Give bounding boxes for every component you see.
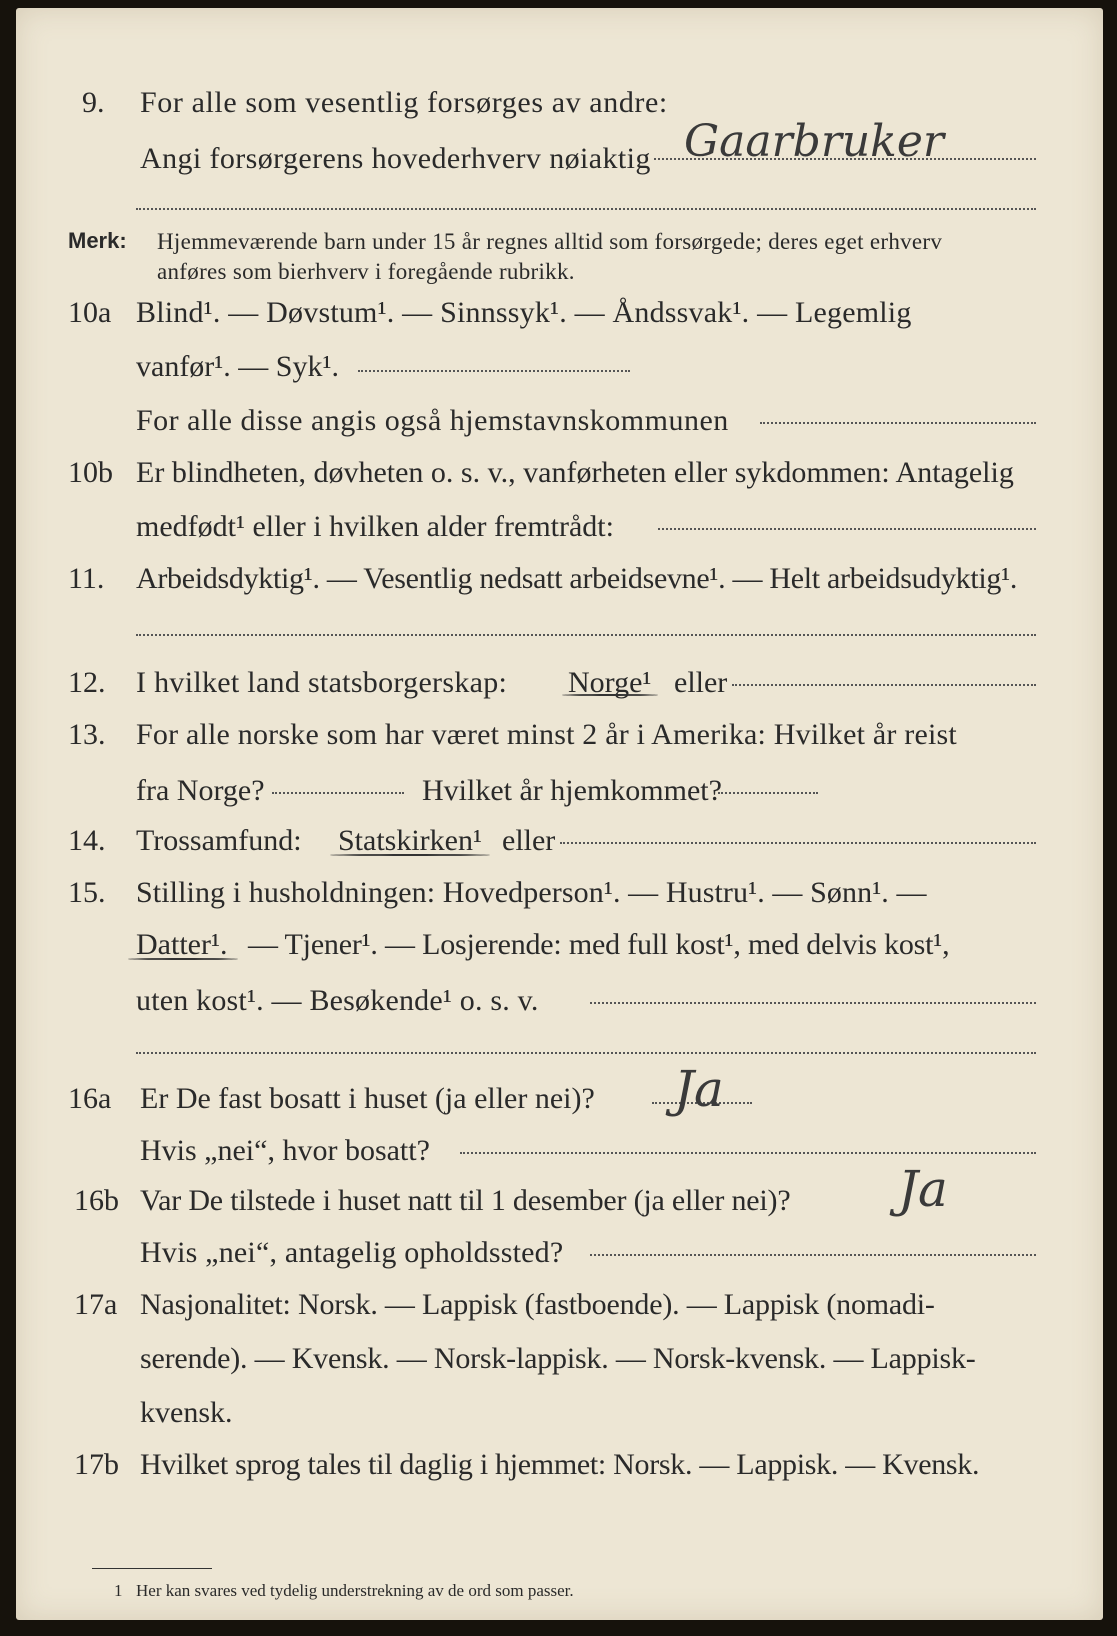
answer-line-10b (658, 528, 1036, 530)
note-line1: Hjemmeværende barn under 15 år regnes alltid som forsørgede; deres eget erhverv (157, 229, 943, 254)
question-13-line1: For alle norske som har været minst 2 år i Amerika: Hvilket år reist (136, 718, 957, 751)
answer-line-16b (590, 1254, 1036, 1256)
handwritten-answer-9: Gaarbruker (684, 116, 944, 167)
question-number-17b: 17b (74, 1448, 119, 1481)
question-number-13: 13. (68, 718, 106, 751)
question-16a-line1: Er De fast bosatt i huset (ja eller nei)? (140, 1082, 595, 1115)
question-15-line1: Stilling i husholdningen: Hovedperson¹. — Hustru¹. — Sønn¹. — (136, 876, 927, 909)
question-16a-line2: Hvis „nei“, hvor bosatt? (140, 1134, 430, 1167)
answer-line-15b (136, 1052, 1036, 1054)
note-line2: anføres som bierhverv i foregående rubrikk. (157, 259, 575, 284)
question-11-line1: Arbeidsdyktig¹. — Vesentlig nedsatt arbeidsevne¹. — Helt arbeidsudyktig¹. (136, 562, 1018, 595)
answer-line-14 (560, 842, 1036, 844)
answer-line-15 (590, 1002, 1036, 1004)
question-10b-line2: medfødt¹ eller i hvilken alder fremtrådt: (136, 510, 614, 543)
question-9-line2: Angi forsørgerens hovederhverv nøiaktig (140, 142, 651, 175)
question-14-text: Trossamfund: (136, 824, 302, 857)
question-14-tail: eller (502, 824, 556, 857)
question-9-line1: For alle som vesentlig forsørges av andre: (140, 86, 668, 119)
underline-norge (562, 694, 658, 696)
question-number-9: 9. (82, 86, 105, 119)
underline-statskirken (330, 854, 490, 856)
question-16b-line1: Var De tilstede i huset natt til 1 desember (ja eller nei)? (140, 1184, 791, 1217)
handwritten-answer-16b: Ja (898, 1160, 948, 1218)
question-14-option-statskirken: Statskirken¹ (338, 824, 482, 857)
answer-line-12 (732, 684, 1036, 686)
question-number-10a: 10a (68, 296, 112, 329)
question-number-14: 14. (68, 824, 106, 857)
underline-datter (128, 958, 238, 960)
question-number-16a: 16a (68, 1082, 112, 1115)
question-10a-line2: vanfør¹. — Syk¹. (136, 350, 339, 383)
question-13-line2a: fra Norge? (136, 774, 265, 807)
question-number-15: 15. (68, 876, 106, 909)
answer-line-16a-where (460, 1152, 1036, 1154)
question-number-10b: 10b (68, 456, 113, 489)
question-17a-line3: kvensk. (140, 1396, 233, 1429)
question-number-12: 12. (68, 666, 106, 699)
census-form-page (16, 8, 1103, 1620)
answer-line-13-year-left (272, 792, 404, 794)
question-12-text: I hvilket land statsborgerskap: (136, 666, 508, 699)
question-15-option-datter: Datter¹. (136, 928, 228, 961)
question-15-line2b: — Tjener¹. — Losjerende: med full kost¹, med delvis kost¹, (248, 928, 950, 961)
question-10b-line1: Er blindheten, døvheten o. s. v., vanførheten eller sykdommen: Antagelig (136, 456, 1014, 489)
answer-line-11 (136, 634, 1036, 636)
handwritten-answer-16a: Ja (674, 1060, 724, 1118)
question-13-line2b: Hvilket år hjemkommet? (422, 774, 722, 807)
question-number-11: 11. (68, 562, 105, 595)
question-15-line3: uten kost¹. — Besøkende¹ o. s. v. (136, 984, 539, 1017)
question-12-tail: eller (674, 666, 728, 699)
answer-line-13-year-returned (718, 792, 818, 794)
footnote-rule (92, 1568, 212, 1569)
answer-line-9b (136, 208, 1036, 210)
question-number-17a: 17a (74, 1288, 118, 1321)
question-10a-line3: For alle disse angis også hjemstavnskommunen (136, 404, 729, 437)
answer-line-10a-home (760, 422, 1036, 424)
question-number-16b: 16b (74, 1184, 119, 1217)
answer-line-10a (358, 370, 630, 372)
question-12-option-norge: Norge¹ (568, 666, 652, 699)
question-16b-line2: Hvis „nei“, antagelig opholdssted? (140, 1236, 564, 1269)
note-label: Merk: (68, 228, 127, 253)
question-17a-line2: serende). — Kvensk. — Norsk-lappisk. — Norsk-kvensk. — Lappisk- (140, 1342, 976, 1375)
question-17b-line1: Hvilket sprog tales til daglig i hjemmet: Norsk. — Lappisk. — Kvensk. (140, 1448, 980, 1481)
footnote-text: Her kan svares ved tydelig understrekning av de ord som passer. (136, 1581, 574, 1600)
question-10a-line1: Blind¹. — Døvstum¹. — Sinnssyk¹. — Åndssvak¹. — Legemlig (136, 296, 912, 329)
footnote-mark: 1 (114, 1581, 123, 1600)
question-17a-line1: Nasjonalitet: Norsk. — Lappisk (fastboende). — Lappisk (nomadi- (140, 1288, 935, 1321)
